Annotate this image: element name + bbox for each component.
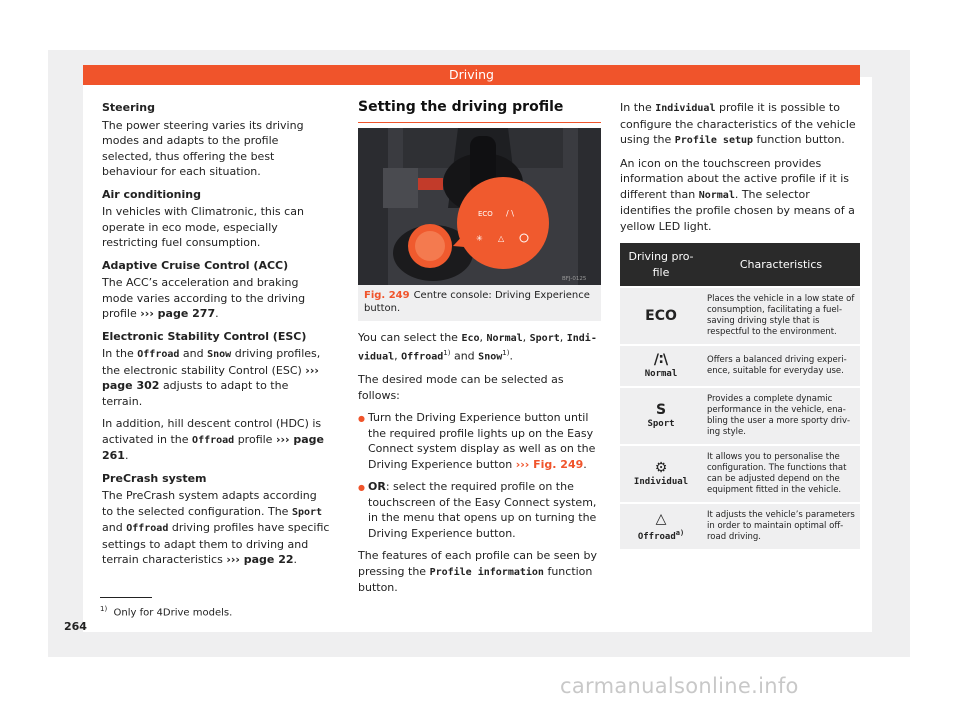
steering-text: The power steering varies its driving modes and adapts to the profile selected, thus offering the best behaviour for each situation. (102, 118, 304, 178)
table-row: ⚙ Individual It allows you to personalise the configuration. The functions that can be adjusted depend on the equipment fitted in the vehicle. (620, 446, 860, 502)
watermark: carmanualsonline.info (560, 674, 799, 698)
profile-info-text: The features of each profile can be seen by pressing the Profile information function button. (358, 549, 597, 595)
precrash-text: The PreCrash system adapts according to the selected configuration. The Sport and Offroad driving profiles have specific settings to adapt them to driving and terrain characteristics ››› page 22. (102, 489, 330, 566)
fig-eco-label: ECO (478, 209, 493, 218)
bullet-turn: ● Turn the Driving Experience button until the required profile lights up on the Easy Connect system display as well as on the Driving Experience button ››› Fig. 249. (358, 410, 601, 472)
table-header-profile: Driving profile (620, 243, 702, 286)
table-row: /∶\ Normal Offers a balanced driving experience, suitable for everyday use. (620, 346, 860, 386)
column-middle (358, 100, 601, 603)
footnote: $^{1)}$ Only for 4Drive models. (100, 605, 233, 619)
svg-text:/ \: / \ (506, 208, 514, 218)
table-row: ECO Places the vehicle in a low state of consumption, facilitating a fuel-saving driving style that is respectful to the environment. (620, 288, 860, 344)
hdc-page-link[interactable]: ››› page 261 (102, 432, 325, 462)
centre-console-figure (358, 128, 601, 285)
esc-page-link[interactable]: ››› page 302 (102, 363, 319, 392)
column-left (102, 100, 330, 575)
table-row: △ Offroad$^{a)}$ It adjusts the vehicle’s parameters in order to maintain optimal off-road driving. (620, 504, 860, 549)
icon-info-text: An icon on the touchscreen provides information about the active profile if it is different than Normal. The selector identifies the profile chosen by means of a yellow LED light. (620, 156, 855, 233)
sport-icon: S (655, 402, 667, 418)
column-right (620, 100, 860, 551)
svg-text:✳: ✳ (476, 233, 483, 243)
mountain-icon: △ (655, 510, 667, 527)
individual-text: In the Individual profile it is possible to configure the characteristics of the vehicle using the Profile setup function button. (620, 101, 856, 146)
centre-console-illustration (358, 128, 601, 285)
footnote-rule (100, 597, 152, 598)
air-heading: Air conditioning (102, 187, 201, 201)
normal-icon: /∶\ (653, 352, 669, 368)
table-row: S Sport Provides a complete dynamic performance in the vehicle, enabling the user a more sporty driving style. (620, 388, 860, 444)
precrash-page-link[interactable]: ››› page 22 (226, 553, 294, 566)
modes-text: You can select the Eco, Normal, Sport, Individual, Offroad$^{1)}$ and Snow$^{1)}$. (358, 330, 597, 363)
eco-icon: ECO (645, 307, 677, 324)
gear-icon: ⚙ (654, 460, 668, 476)
hdc-text: In addition, hill descent control (HDC) is activated in the Offroad profile ››› page 261. (102, 417, 325, 462)
esc-text: In the Offroad and Snow driving profiles, the electronic stability Control (ESC) ››› page 302 adjusts to adapt to the terrain. (102, 347, 321, 408)
table-header-characteristics: Characteristics (702, 243, 860, 286)
acc-text: The ACC’s acceleration and braking mode varies according to the driving profile ››› page 277. (102, 276, 306, 320)
fig-code: BFJ-0125 (562, 275, 587, 282)
page-number: 264 (64, 620, 87, 633)
svg-text:△: △ (498, 233, 505, 243)
figure-caption: Fig. 249 Centre console: Driving Experience button. (358, 285, 601, 321)
esc-heading: Electronic Stability Control (ESC) (102, 329, 307, 343)
chapter-header: Driving (83, 65, 860, 85)
precrash-heading: PreCrash system (102, 471, 207, 485)
bullet-touch: ● OR: select the required profile on the touchscreen of the Easy Connect system, in the menu that opens up on turning the Driving Experience button. (358, 479, 601, 541)
air-text: In vehicles with Climatronic, this can operate in eco mode, especially restricting fuel consumption. (102, 205, 304, 249)
acc-page-link[interactable]: ››› page 277 (140, 307, 216, 320)
section-title: Setting the driving profile (358, 100, 601, 123)
acc-heading: Adaptive Cruise Control (ACC) (102, 258, 289, 272)
selection-intro: The desired mode can be selected as follows: (358, 373, 564, 402)
steering-heading: Steering (102, 101, 156, 114)
figure-link[interactable]: ››› Fig. 249 (515, 457, 584, 471)
profile-table (620, 241, 860, 551)
